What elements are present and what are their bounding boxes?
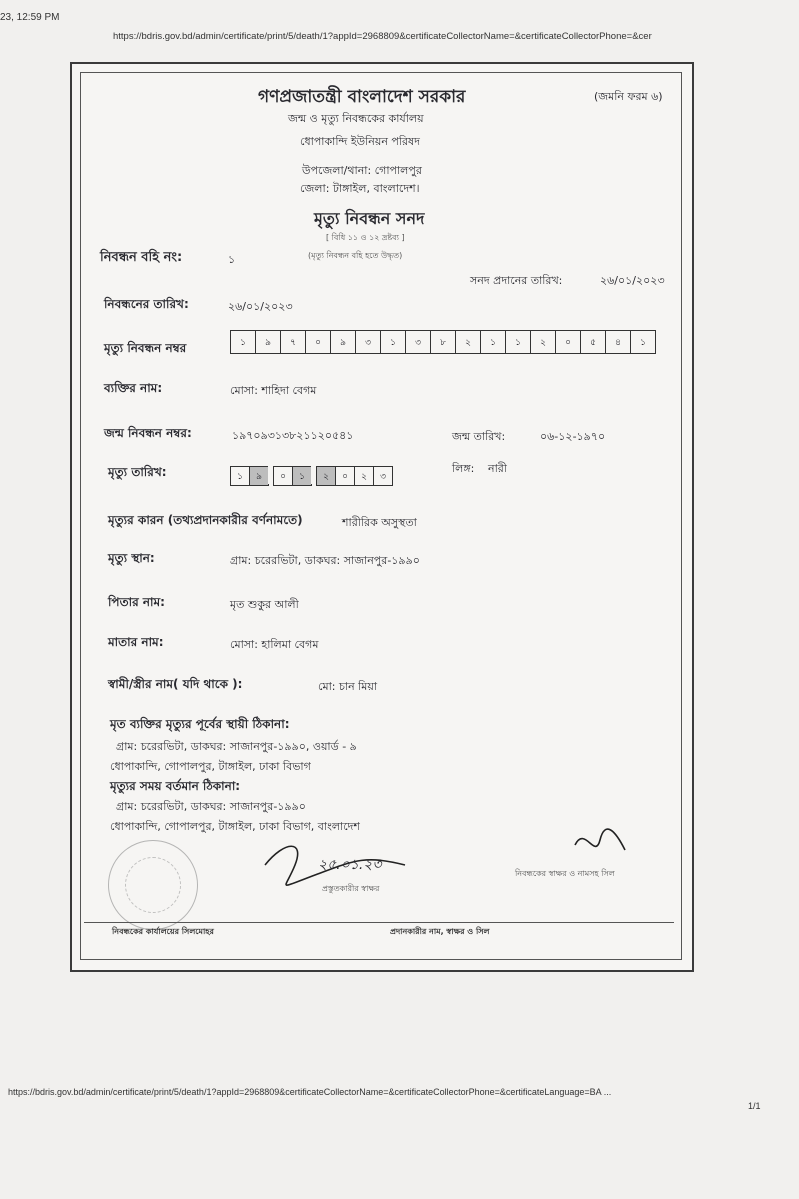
death-date-digit-box: ১ (292, 466, 312, 486)
death-date-label: মৃত্যু তারিখ: (108, 465, 167, 479)
form-number: (জমনি ফরম ৬) (594, 90, 663, 103)
union-name: ধোপাকান্দি ইউনিয়ন পরিষদ (300, 135, 420, 148)
death-date-digit-box: ৩ (373, 466, 393, 486)
curr-address-line1: গ্রাম: চরেরভিটা, ডাকঘর: সাজানপুর-১৯৯০ (116, 800, 306, 813)
preparer-caption: প্রস্তুতকারীর স্বাক্ষর (322, 884, 380, 893)
district: জেলা: টাঙ্গাইল, বাংলাদেশ। (300, 182, 420, 195)
reg-date-label: নিবন্ধনের তারিখ: (104, 297, 189, 311)
curr-address-label: মৃত্যুর সময় বর্তমান ঠিকানা: (110, 779, 241, 793)
registrar-caption: নিবন্ধকের স্বাক্ষর ও নামসহ সিল (515, 869, 615, 878)
reg-digit-box: ২ (455, 330, 481, 354)
reg-digit-box: ৯ (330, 330, 356, 354)
print-url-bottom: https://bdris.gov.bd/admin/certificate/print/5/death/1?appId=2968809&certificateCollectorName=&certificateCollectorPhone=&certificateLanguage=BA ... (8, 1087, 612, 1097)
cause-value: শারীরিক অসুস্থতা (342, 516, 417, 529)
rule-reference: [ বিধি ১১ ও ১২ দ্রষ্টব্য ] (326, 233, 405, 242)
source-note: (মৃত্যু নিবন্ধন বহি হতে উদ্ধৃত) (308, 251, 403, 260)
book-label: নিবন্ধন বহি নং: (100, 250, 183, 265)
death-reg-number-label: মৃত্যু নিবন্ধন নম্বর (104, 341, 187, 355)
birth-reg-label: জন্ম নিবন্ধন নম্বর: (104, 426, 192, 440)
print-timestamp: 23, 12:59 PM (0, 12, 60, 23)
issue-date-label: সনদ প্রদানের তারিখ: (470, 274, 563, 287)
gov-title: গণপ্রজাতন্ত্রী বাংলাদেশ সরকার (258, 87, 466, 107)
death-date-digit-box: ১ (230, 466, 250, 486)
reg-digit-box: ৮ (430, 330, 456, 354)
perm-address-label: মৃত ব্যক্তির মৃত্যুর পূর্বের স্থায়ী ঠিকানা: (110, 717, 290, 731)
death-date-digit-box: ৯ (249, 466, 269, 486)
reg-digit-box: ৩ (405, 330, 431, 354)
reg-digit-box: ১ (630, 330, 656, 354)
office-title: জন্ম ও মৃত্যু নিবন্ধকের কার্যালয় (288, 112, 424, 125)
death-date-digit-box: ২ (316, 466, 336, 486)
name-label: ব্যক্তির নাম: (104, 381, 163, 395)
mother-label: মাতার নাম: (108, 635, 164, 649)
place-label: মৃত্যু স্থান: (108, 551, 155, 565)
perm-address-line2: ধোপাকান্দি, গোপালপুর, টাঙ্গাইল, ঢাকা বিভাগ (110, 760, 311, 773)
death-date-boxes (230, 466, 392, 486)
gender-value: নারী (488, 462, 507, 475)
reg-digit-box: ০ (305, 330, 331, 354)
reg-digit-box: ১ (505, 330, 531, 354)
issuer-caption: প্রদানকারীর নাম, স্বাক্ষর ও সিল (390, 927, 490, 936)
gender-label: লিঙ্গ: (452, 462, 475, 475)
birth-reg-value: ১৯৭০৯৩১৩৮২১১২০৫৪১ (232, 429, 354, 442)
reg-digit-box: ৯ (255, 330, 281, 354)
reg-date-value: ২৬/০১/২০২৩ (228, 300, 293, 313)
registrar-signature (570, 825, 630, 865)
death-date-digit-box: ০ (335, 466, 355, 486)
reg-digit-box: ৭ (280, 330, 306, 354)
book-value: ১ (228, 253, 236, 266)
name-value: মোসা: শাহিদা বেগম (230, 384, 317, 397)
spouse-value: মো: চান মিয়া (318, 680, 378, 693)
mother-value: মোসা: হালিমা বেগম (230, 638, 319, 651)
death-date-digit-box: ২ (354, 466, 374, 486)
death-date-digit-box: ০ (273, 466, 293, 486)
certificate-title: মৃত্যু নিবন্ধন সনদ (314, 209, 425, 228)
office-seal-caption: নিবন্ধকের কার্যালয়ের সিলমোহর (112, 927, 214, 936)
reg-digit-box: ৪ (605, 330, 631, 354)
reg-digit-box: ৩ (355, 330, 381, 354)
reg-digit-box: ২ (530, 330, 556, 354)
print-url-top: https://bdris.gov.bd/admin/certificate/print/5/death/1?appId=2968809&certificateCollectorName=&certificateCollectorPhone=&cer (113, 31, 652, 42)
page-count: 1/1 (748, 1101, 761, 1111)
dob-label: জন্ম তারিখ: (452, 430, 506, 443)
father-value: মৃত শুকুর আলী (230, 598, 299, 611)
footer-divider (84, 922, 674, 923)
reg-digit-box: ১ (480, 330, 506, 354)
dob-value: ০৬-১২-১৯৭০ (540, 430, 606, 443)
perm-address-line1: গ্রাম: চরেরভিটা, ডাকঘর: সাজানপুর-১৯৯০, ওয়ার্ড - ৯ (116, 740, 357, 753)
cause-label: মৃত্যুর কারন (তথ্যপ্রদানকারীর বর্ণনামতে) (108, 513, 303, 527)
upazila: উপজেলা/থানা: গোপালপুর (302, 164, 422, 177)
place-value: গ্রাম: চরেরভিটা, ডাকঘর: সাজানপুর-১৯৯০ (230, 554, 420, 567)
government-seal (108, 840, 198, 930)
handwritten-date: ২৫.০১.২৩ (318, 857, 382, 873)
spouse-label: স্বামী/স্ত্রীর নাম( যদি থাকে ): (108, 677, 243, 691)
reg-digit-box: ১ (380, 330, 406, 354)
curr-address-line2: ধোপাকান্দি, গোপালপুর, টাঙ্গাইল, ঢাকা বিভাগ, বাংলাদেশ (110, 820, 360, 833)
issue-date-value: ২৬/০১/২০২৩ (600, 274, 665, 287)
reg-digit-box: ৫ (580, 330, 606, 354)
father-label: পিতার নাম: (108, 595, 165, 609)
reg-digit-box: ০ (555, 330, 581, 354)
reg-digit-box: ১ (230, 330, 256, 354)
death-reg-number-boxes (230, 330, 655, 354)
